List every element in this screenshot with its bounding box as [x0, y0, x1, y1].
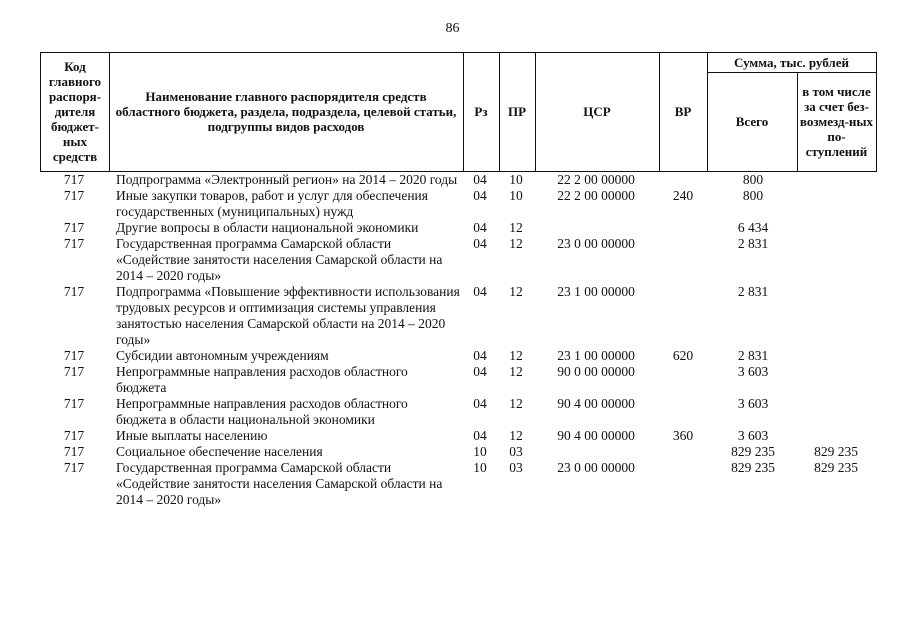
row-pr: 12 [509, 364, 523, 379]
row-pr: 12 [509, 348, 523, 363]
row-code: 717 [63, 172, 85, 187]
row-name: Подпрограмма «Повышение эффективности использования трудовых ресурсов и оптимизация системы управления занятостью населения Самарской области на 2014 – 2020 годы» [116, 284, 460, 347]
row-total: 3 603 [737, 364, 769, 379]
table-body [40, 172, 877, 508]
row-pr: 12 [509, 428, 523, 443]
table-row [40, 172, 877, 188]
row-free: 829 235 [814, 444, 858, 459]
row-total: 2 831 [737, 348, 769, 363]
row-name: Другие вопросы в области национальной экономики [116, 220, 419, 235]
row-code: 717 [63, 396, 85, 411]
row-code: 717 [63, 348, 85, 363]
row-csr: 90 4 00 00000 [557, 428, 635, 443]
row-pr: 10 [509, 172, 523, 187]
row-name: Государственная программа Самарской области «Содействие занятости населения Самарской области на 2014 – 2020 годы» [116, 460, 443, 507]
row-rz: 04 [473, 348, 487, 363]
row-total: 6 434 [737, 220, 769, 235]
row-vr: 240 [672, 188, 694, 203]
page-number: 86 [445, 21, 460, 36]
row-pr: 10 [509, 188, 523, 203]
table-row [40, 236, 877, 284]
row-rz: 04 [473, 236, 487, 251]
row-code: 717 [63, 188, 85, 203]
table-row [40, 220, 877, 236]
row-rz: 04 [473, 220, 487, 235]
row-pr: 03 [509, 444, 523, 459]
row-code: 717 [63, 236, 85, 251]
header-vr: ВР [674, 104, 692, 119]
table-row [40, 428, 877, 444]
table-header [40, 52, 877, 172]
row-rz: 04 [473, 188, 487, 203]
row-pr: 12 [509, 236, 523, 251]
row-name: Иные закупки товаров, работ и услуг для обеспечения государственных (муниципальных) нужд [116, 188, 428, 219]
row-total: 800 [742, 172, 764, 187]
table-row [40, 460, 877, 508]
header-rz: Рз [474, 104, 488, 119]
row-free: 829 235 [814, 460, 858, 475]
row-csr: 90 0 00 00000 [557, 364, 635, 379]
header-sum: Сумма, тыс. рублей [734, 55, 849, 70]
row-rz: 10 [473, 444, 487, 459]
row-rz: 04 [473, 428, 487, 443]
table-row [40, 188, 877, 220]
row-code: 717 [63, 284, 85, 299]
table-row [40, 284, 877, 348]
row-code: 717 [63, 220, 85, 235]
row-rz: 04 [473, 364, 487, 379]
row-name: Иные выплаты населению [116, 428, 268, 443]
row-pr: 12 [509, 396, 523, 411]
row-total: 829 235 [731, 460, 775, 475]
header-total: Всего [735, 114, 769, 129]
row-csr: 23 0 00 00000 [557, 236, 635, 251]
row-total: 829 235 [731, 444, 775, 459]
row-csr: 22 2 00 00000 [557, 188, 635, 203]
row-csr: 23 1 00 00000 [557, 348, 635, 363]
row-code: 717 [63, 428, 85, 443]
header-pr: ПР [507, 104, 527, 119]
row-vr: 360 [672, 428, 694, 443]
row-code: 717 [63, 364, 85, 379]
row-code: 717 [63, 444, 85, 459]
row-name: Подпрограмма «Электронный регион» на 2014 – 2020 годы [116, 172, 458, 187]
header-free: в том числе за счет без-возмезд-ных по-ступлений [799, 84, 874, 159]
row-total: 3 603 [737, 428, 769, 443]
row-csr: 90 4 00 00000 [557, 396, 635, 411]
row-total: 3 603 [737, 396, 769, 411]
header-code: Код главного распоря-дителя бюджет-ных средств [48, 59, 102, 164]
table-row [40, 348, 877, 364]
row-total: 2 831 [737, 284, 769, 299]
row-total: 800 [742, 188, 764, 203]
row-rz: 10 [473, 460, 487, 475]
row-csr: 22 2 00 00000 [557, 172, 635, 187]
row-pr: 12 [509, 220, 523, 235]
table-row [40, 396, 877, 428]
row-name: Субсидии автономным учреждениям [116, 348, 329, 363]
table-row [40, 364, 877, 396]
row-rz: 04 [473, 396, 487, 411]
header-csr: ЦСР [583, 104, 611, 119]
row-name: Непрограммные направления расходов областного бюджета [116, 364, 408, 395]
row-csr: 23 1 00 00000 [557, 284, 635, 299]
row-pr: 12 [509, 284, 523, 299]
row-name: Социальное обеспечение населения [116, 444, 323, 459]
row-vr: 620 [672, 348, 694, 363]
row-total: 2 831 [737, 236, 769, 251]
row-code: 717 [63, 460, 85, 475]
row-csr: 23 0 00 00000 [557, 460, 635, 475]
header-name: Наименование главного распорядителя средств областного бюджета, раздела, подраздела, целевой статьи, подгруппы видов расходов [115, 89, 457, 134]
row-name: Непрограммные направления расходов областного бюджета в области национальной экономики [116, 396, 408, 427]
row-rz: 04 [473, 172, 487, 187]
table-row [40, 444, 877, 460]
header-divider [109, 53, 110, 171]
row-rz: 04 [473, 284, 487, 299]
row-name: Государственная программа Самарской области «Содействие занятости населения Самарской области на 2014 – 2020 годы» [116, 236, 443, 283]
row-pr: 03 [509, 460, 523, 475]
